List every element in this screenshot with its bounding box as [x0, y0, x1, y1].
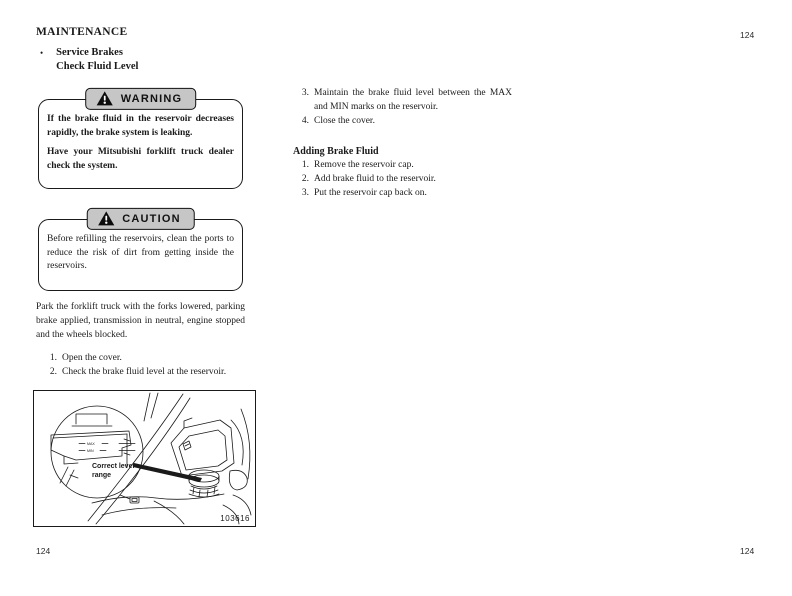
- list-item: [296, 158, 512, 172]
- step-number: 1.: [49, 353, 57, 363]
- topic-heading-text: [56, 46, 138, 74]
- warning-box: [38, 92, 243, 189]
- step-number: 3.: [301, 88, 309, 98]
- step-number: 3.: [301, 188, 309, 198]
- step-text: Check the brake fluid level at the reservoir.: [62, 367, 227, 377]
- page-number-bottom-right: 124: [740, 546, 755, 556]
- page-title: MAINTENANCE: [36, 26, 128, 38]
- warning-label: [85, 88, 197, 110]
- caution-label-text: CAUTION: [122, 212, 181, 225]
- list-item: [296, 86, 512, 114]
- topic-heading: [40, 46, 138, 74]
- magnifier-circle: [51, 406, 143, 498]
- caution-box: [38, 212, 243, 291]
- check-steps-list: [44, 351, 249, 379]
- adding-steps-list: [296, 158, 512, 200]
- max-mark-label: MAX: [87, 442, 95, 446]
- warning-triangle-icon: [96, 91, 113, 106]
- bullet-icon: •: [40, 48, 44, 58]
- list-item: [296, 114, 512, 128]
- adding-brake-fluid-heading: Adding Brake Fluid: [293, 146, 379, 157]
- step-text: Add brake fluid to the reservoir.: [314, 174, 436, 184]
- figure-number: 103616: [220, 514, 250, 523]
- step-text: Maintain the brake fluid level between the MAX and MIN marks on the reservoir.: [314, 88, 512, 112]
- check-steps-continued-list: [296, 86, 512, 128]
- caution-label: [86, 208, 195, 230]
- page-number-bottom-left: 124: [36, 546, 51, 556]
- page-number-top: 124: [740, 30, 755, 40]
- caution-paragraph: Before refilling the reservoirs, clean the ports to reduce the risk of dirt from getting inside the reservoirs.: [47, 234, 234, 271]
- callout-label-line1: Correct level: [92, 463, 135, 470]
- list-item: [296, 172, 512, 186]
- step-number: 2.: [301, 174, 309, 184]
- list-item: [44, 365, 249, 379]
- min-mark-label: MIN: [87, 449, 94, 453]
- warning-label-text: WARNING: [120, 92, 183, 105]
- reservoir-illustration: [33, 390, 256, 527]
- topic-line-1: Service Brakes: [56, 47, 123, 58]
- step-text: Open the cover.: [62, 353, 122, 363]
- step-text: Remove the reservoir cap.: [314, 160, 414, 170]
- list-item: [44, 351, 249, 365]
- warning-body: [39, 100, 242, 173]
- callout-label-line2: range: [92, 472, 112, 479]
- warning-paragraph-1: If the brake fluid in the reservoir decreases rapidly, the brake system is leaking.: [47, 114, 234, 138]
- reservoir-illustration-drawing: [34, 391, 255, 526]
- list-item: [296, 186, 512, 200]
- step-number: 4.: [301, 116, 309, 126]
- park-paragraph: Park the forklift truck with the forks lowered, parking brake applied, transmission in neutral, engine stopped and the wheels blocked.: [36, 302, 245, 340]
- warning-paragraph-2: Have your Mitsubishi forklift truck dealer check the system.: [47, 147, 234, 171]
- step-text: Close the cover.: [314, 116, 375, 126]
- step-number: 2.: [49, 367, 57, 377]
- caution-triangle-icon: [97, 211, 114, 226]
- step-text: Put the reservoir cap back on.: [314, 188, 427, 198]
- topic-line-2: Check Fluid Level: [56, 61, 139, 72]
- step-number: 1.: [301, 160, 309, 170]
